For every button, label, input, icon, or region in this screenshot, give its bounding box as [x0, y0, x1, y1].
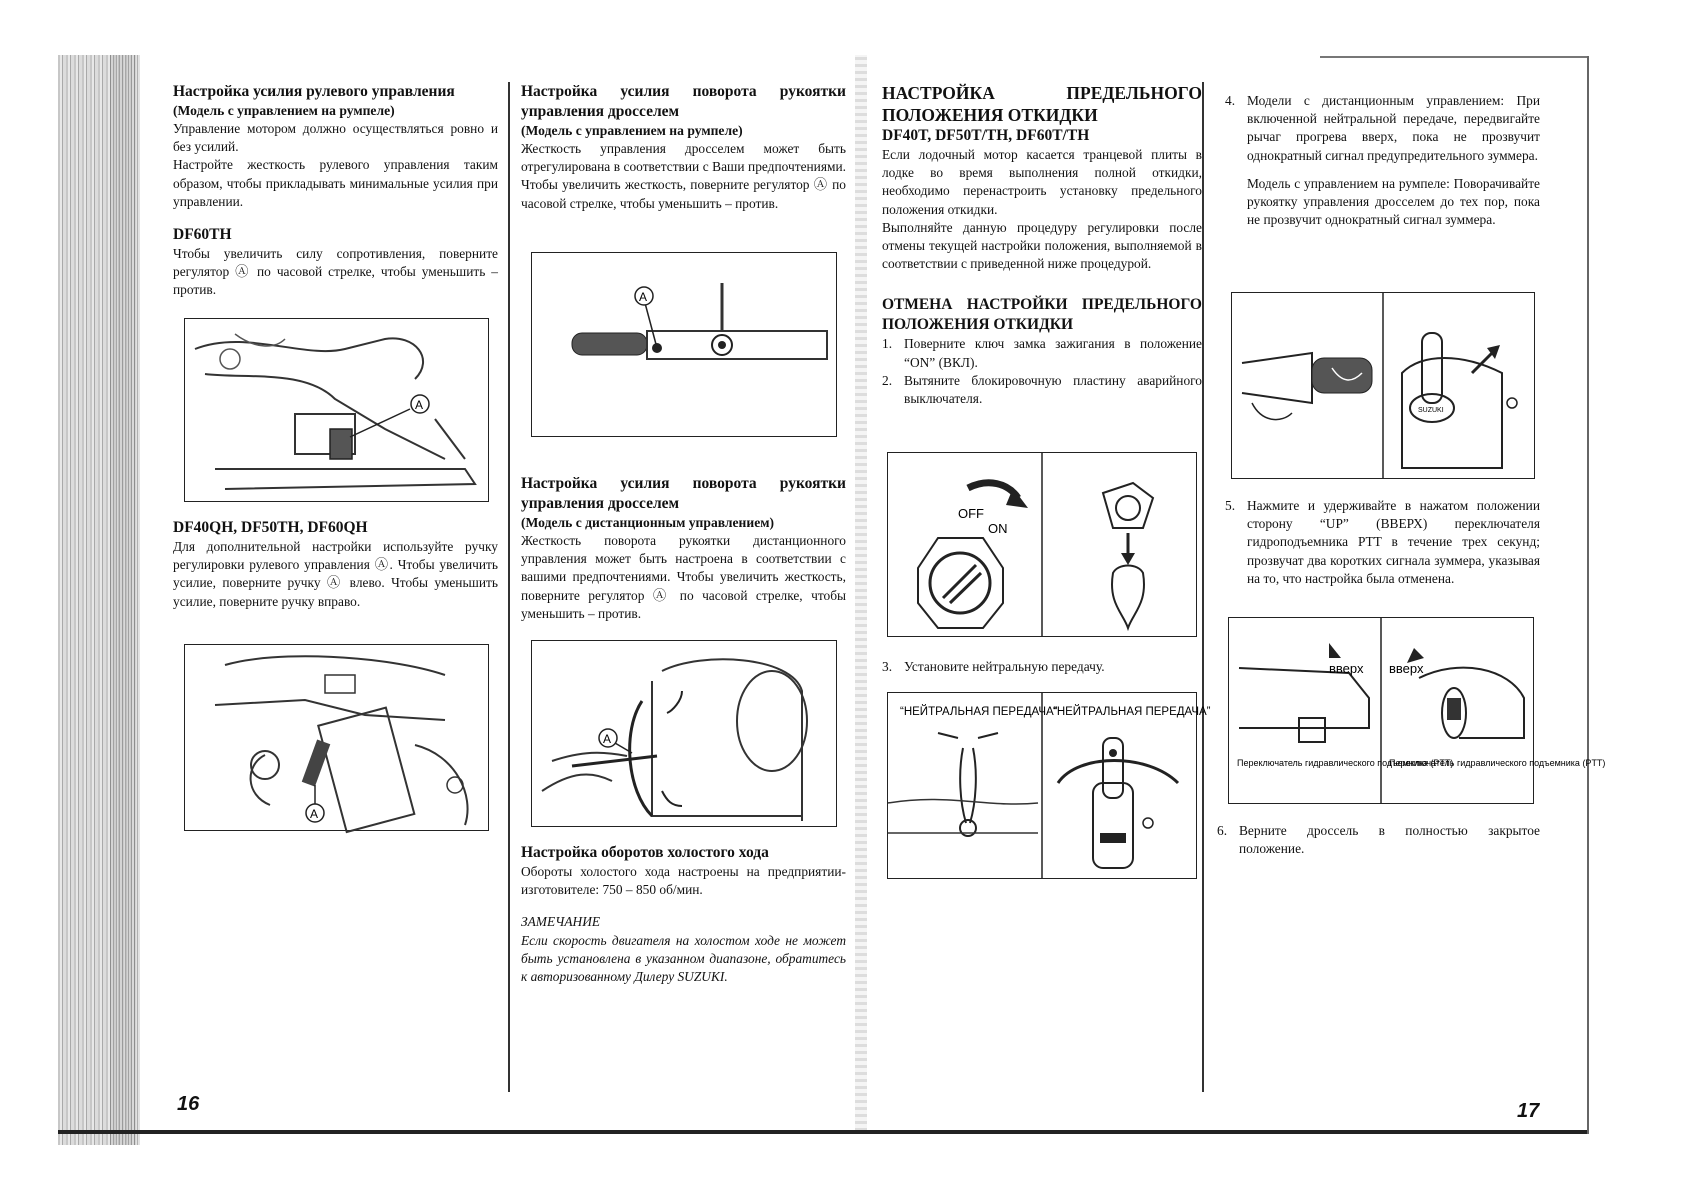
ptt-figure	[1228, 617, 1606, 804]
scan-shadow-dark	[110, 55, 140, 1145]
neutral-figure	[887, 692, 1211, 879]
note-title: ЗАМЕЧАНИЕ	[521, 914, 601, 930]
step-item: 6. Верните дроссель в полностью закрытое положение.	[1217, 823, 1540, 857]
throttle-tiller-heading: Настройка усилия поворота рукоятки управления дросселем	[521, 83, 846, 120]
top-edge	[1320, 56, 1588, 58]
left-page-col2-part3	[521, 843, 846, 986]
tilt-text: Если лодочный мотор касается транцевой плиты в лодке во время выполнения полной откидки, необходимо перенастроить установку предельного положения откидки.	[882, 147, 1202, 217]
ignition-illustration	[888, 453, 1196, 636]
tilt-limit-heading: НАСТРОЙКА ПРЕДЕЛЬНОГО ПОЛОЖЕНИЯ ОТКИДКИ	[882, 83, 1202, 125]
throttle-tiller-text: Жесткость управления дросселем может быть отрегулирована в соответствии с Ваши предпочтениями. Чтобы увеличить жесткость, поверните регулятор Ⓐ по часовой стрелке, чтобы уменьшить – против.	[521, 141, 846, 211]
ignition-figure	[887, 452, 1197, 637]
right-page-col2-part3	[1217, 822, 1540, 858]
throttle-figure-1	[531, 252, 837, 437]
cancel-heading: ОТМЕНА НАСТРОЙКИ ПРЕДЕЛЬНОГО ПОЛОЖЕНИЯ ОТКИДКИ	[882, 296, 1202, 334]
step-item: 4. Модели с дистанционным управлением: При включенной нейтральной передаче, передвигайте рычаг прогрева вверх, пока не прозвучит однократный сигнал предупредительного зуммера.	[1225, 93, 1540, 163]
warmup-figure	[1231, 292, 1535, 479]
throttle-illustration-1	[532, 253, 836, 436]
off-label: OFF	[958, 506, 984, 521]
note-text: Если скорость двигателя на холостом ходе не может быть установлена в указанном диапазоне, обратитесь к авторизованному Дилеру SUZUKI.	[521, 932, 846, 985]
left-page-col1-part2	[173, 518, 498, 611]
steering-figure-2	[184, 644, 489, 831]
up-label-1: вверх	[1329, 661, 1364, 676]
fig2-label-a: A	[310, 807, 319, 821]
df40-heading: DF40QH, DF50TH, DF60QH	[173, 519, 368, 536]
up-label-2: вверх	[1389, 661, 1424, 676]
left-page-col2-part2	[521, 474, 846, 623]
on-label: ON	[988, 521, 1008, 536]
right-page-col2	[1225, 92, 1540, 229]
throttle-remote-heading: Настройка усилия поворота рукоятки управления дросселем	[521, 475, 846, 512]
throttle-figure-2	[531, 640, 837, 827]
neutral-illustration	[888, 693, 1211, 878]
throttle-remote-subheading: (Модель с дистанционным управлением)	[521, 515, 775, 530]
throttle-remote-text: Жесткость поворота рукоятки дистанционного управления может быть настроена в соответствии с вашими предпочтениями. Чтобы увеличить жесткость, поверните регулятор Ⓐ по часовой стрелке, чтобы уменьшить – против.	[521, 533, 846, 621]
steering-illustration-1	[185, 319, 488, 501]
fig3-label-a: A	[639, 290, 648, 304]
suzuki-brand: SUZUKI	[1418, 407, 1444, 414]
ptt-label-1: Переключатель гидравлического подъемника (PTT)	[1237, 758, 1454, 768]
warmup-illustration	[1232, 293, 1534, 478]
tilt-text2: Выполняйте данную процедуру регулировки после отмены текущей настройки положения, выполняемой в соответствии с приведенной ниже процедурой.	[882, 219, 1202, 272]
idle-text: Обороты холостого хода настроены на предприятии-изготовителе: 750 – 850 об/мин.	[521, 864, 846, 898]
df60th-heading: DF60TH	[173, 226, 232, 244]
column-divider-right	[1202, 82, 1204, 1092]
column-divider-left	[508, 82, 510, 1092]
right-page-col1	[882, 82, 1202, 408]
steering-subheading: (Модель с управлением на румпеле)	[173, 103, 395, 118]
step-item: 3. Установите нейтральную передачу.	[882, 659, 1105, 674]
page-number-right: 17	[1517, 1100, 1540, 1122]
steering-illustration-2	[185, 645, 488, 830]
steering-figure-1	[184, 318, 489, 502]
page-number-left: 16	[177, 1093, 200, 1115]
ptt-illustration	[1229, 618, 1606, 803]
left-page-col1	[173, 82, 498, 300]
left-page-col2	[521, 82, 846, 213]
fig4-label-a: A	[603, 732, 612, 746]
right-edge	[1587, 56, 1589, 1134]
book-gutter	[855, 55, 867, 1131]
step-item: 2. Вытяните блокировочную пластину аварийного выключателя.	[882, 372, 1202, 407]
throttle-tiller-subheading: (Модель с управлением на румпеле)	[521, 123, 743, 138]
steering-heading: Настройка усилия рулевого управления	[173, 83, 455, 100]
df60th-text: Чтобы увеличить силу сопротивления, поверните регулятор Ⓐ по часовой стрелке, чтобы уменьшить – против.	[173, 246, 498, 298]
cancel-steps	[882, 335, 1202, 408]
step4-tiller-text: Модель с управлением на румпеле: Поворачивайте рукоятку управления дросселем до тех пор, пока не прозвучит однократный сигнал зуммера.	[1247, 175, 1540, 228]
step-item: 5. Нажмите и удерживайте в нажатом положении сторону “UP” (ВВЕРХ) переключателя гидроподъемника PTT в течение трех секунд; прозвучат два коротких сигнала зуммера, указывая на то, что настройка была отменена.	[1225, 498, 1540, 586]
neutral-label-2: “НЕЙТРАЛЬНАЯ ПЕРЕДАЧА”	[1053, 706, 1211, 718]
right-page-col1-part2	[882, 658, 1202, 676]
fig1-label-a: A	[415, 398, 424, 412]
tilt-models: DF40T, DF50T/TH, DF60T/TH	[882, 127, 1090, 144]
neutral-label-1: “НЕЙТРАЛЬНАЯ ПЕРЕДАЧА”	[900, 706, 1058, 718]
idle-heading: Настройка оборотов холостого хода	[521, 844, 769, 861]
steering-para2: Настройте жесткость рулевого управления таким образом, чтобы прикладывать минимальные усилия при управлении.	[173, 157, 498, 209]
bottom-edge	[58, 1130, 1588, 1134]
step-item: 1. Поверните ключ замка зажигания в положение “ON” (ВКЛ).	[882, 336, 1202, 370]
df40-text: Для дополнительной настройки используйте ручку регулировки рулевого управления Ⓐ. Чтобы увеличить усилие, поверните ручку Ⓐ влево. Чтобы уменьшить усилие, поверните ручку вправо.	[173, 539, 498, 609]
ptt-label-2: Переключатель гидравлического подъемника (PTT)	[1389, 758, 1606, 768]
right-page-col2-part2	[1225, 497, 1540, 588]
throttle-illustration-2	[532, 641, 836, 826]
steering-para1: Управление мотором должно осуществляться ровно и без усилий.	[173, 121, 498, 155]
